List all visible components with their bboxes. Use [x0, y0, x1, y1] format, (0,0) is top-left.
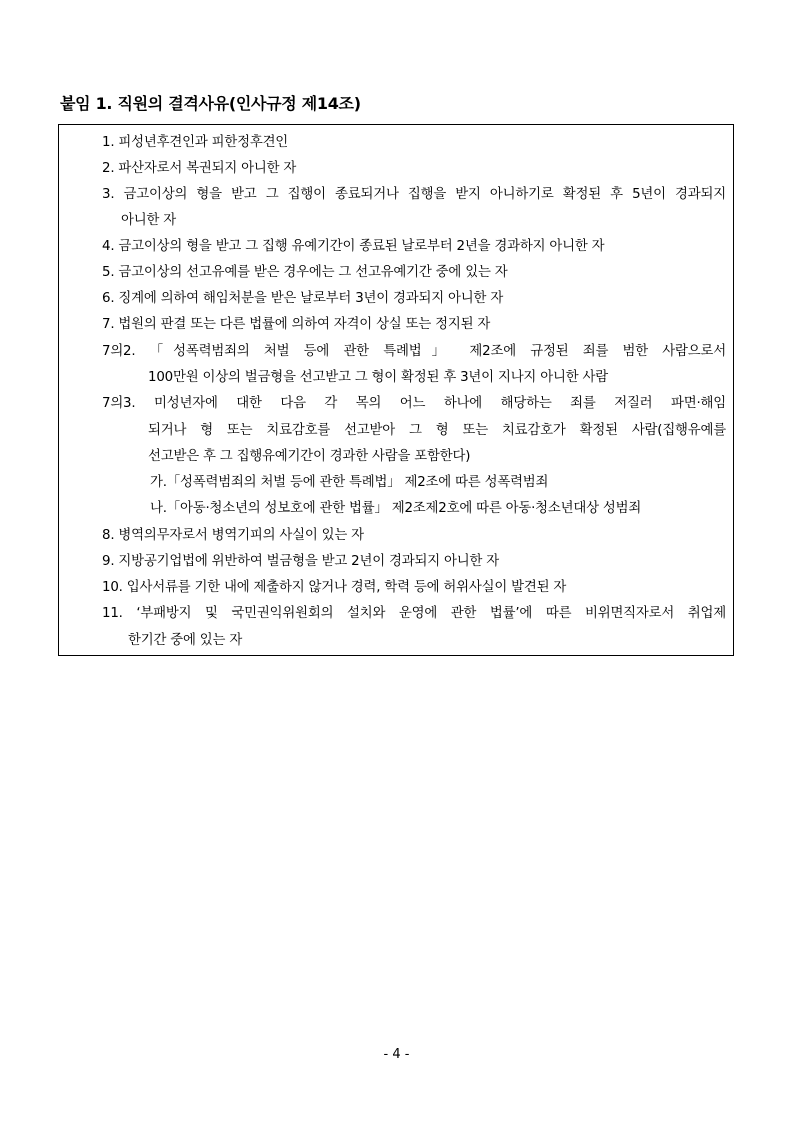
list-item: 5. 금고이상의 선고유예를 받은 경우에는 그 선고유예기간 중에 있는 자: [102, 265, 508, 280]
list-item: 선고받은 후 그 집행유예기간이 경과한 사람을 포함한다): [148, 449, 471, 464]
page-number: - 4 -: [383, 1047, 410, 1062]
list-item: 7. 법원의 판결 또는 다른 법률에 의하여 자격이 상실 또는 정지된 자: [102, 317, 491, 332]
list-item: 아니한 자: [121, 213, 176, 228]
list-item: 되거나 형 또는 치료감호를 선고받아 그 형 또는 치료감호가 확정된 사람(집행유예를: [148, 423, 726, 438]
list-item: 100만원 이상의 벌금형을 선고받고 그 형이 확정된 후 3년이 지나지 아니한 사람: [148, 370, 608, 385]
list-item: 2. 파산자로서 복권되지 아니한 자: [102, 161, 297, 176]
list-item: 11. ‘부패방지 및 국민권익위원회의 설치와 운영에 관한 법률’에 따른 비위면직자로서 취업제: [102, 606, 726, 621]
list-item: 9. 지방공기업법에 위반하여 벌금형을 받고 2년이 경과되지 아니한 자: [102, 554, 499, 569]
list-item: 10. 입사서류를 기한 내에 제출하지 않거나 경력, 학력 등에 허위사실이 발견된 자: [102, 580, 567, 595]
list-item: 3. 금고이상의 형을 받고 그 집행이 종료되거나 집행을 받지 아니하기로 확정된 후 5년이 경과되지: [102, 187, 726, 202]
list-item: 가.「성폭력범죄의 처벌 등에 관한 특례법」 제2조에 따른 성폭력범죄: [150, 475, 549, 490]
list-item: 1. 피성년후견인과 피한정후견인: [102, 135, 289, 150]
list-item: 7의2. 「성폭력범죄의 처벌 등에 관한 특례법」 제2조에 규정된 죄를 범한 사람으로서: [102, 344, 726, 359]
list-item: 한기간 중에 있는 자: [128, 633, 243, 648]
list-item: 6. 징계에 의하여 해임처분을 받은 날로부터 3년이 경과되지 아니한 자: [102, 291, 504, 306]
list-item: 7의3. 미성년자에 대한 다음 각 목의 어느 하나에 해당하는 죄를 저질러 파면·해임: [102, 396, 726, 411]
list-item: 8. 병역의무자로서 병역기피의 사실이 있는 자: [102, 528, 364, 543]
list-item: 4. 금고이상의 형을 받고 그 집행 유예기간이 종료된 날로부터 2년을 경과하지 아니한 자: [102, 239, 605, 254]
disqualification-box: [58, 124, 734, 656]
list-item: 나.「아동·청소년의 성보호에 관한 법률」 제2조제2호에 따른 아동·청소년대상 성범죄: [150, 501, 642, 516]
page-title: 붙임 1. 직원의 결격사유(인사규정 제14조): [60, 94, 361, 113]
